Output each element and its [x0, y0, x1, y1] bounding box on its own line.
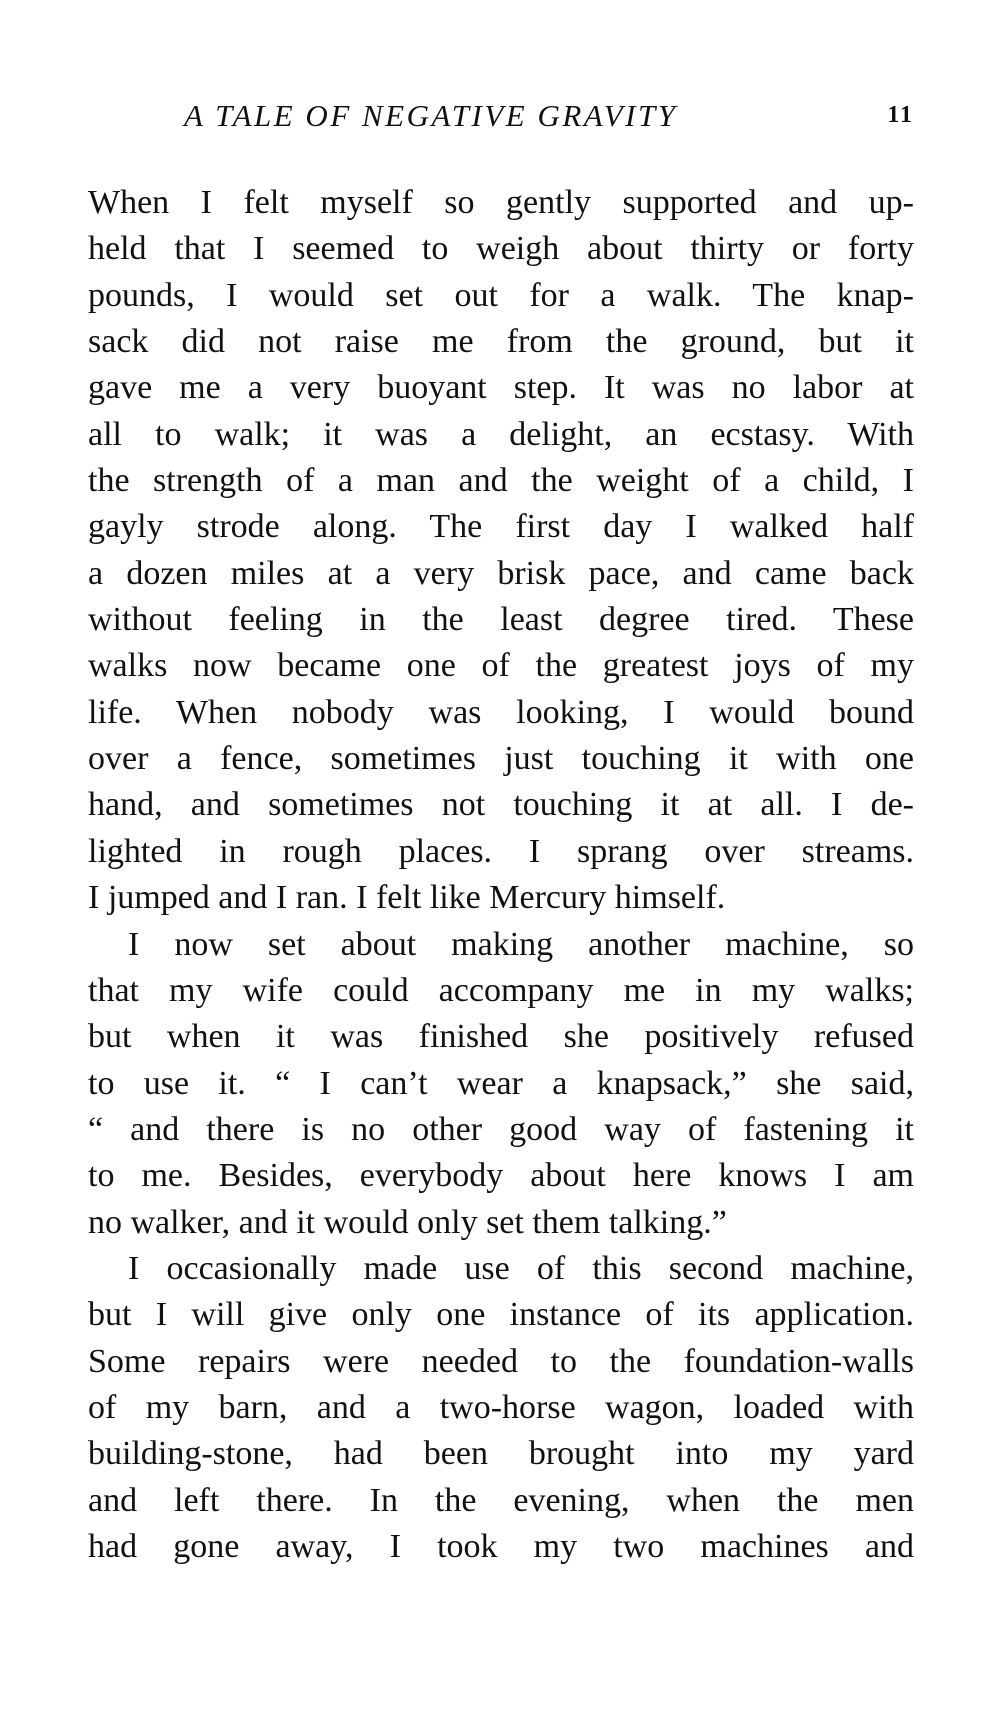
text-line: pounds, I would set out for a walk. The knap- — [88, 276, 914, 314]
text-line: to use it. “ I can’t wear a knapsack,” she said, — [88, 1064, 914, 1102]
text-line: the strength of a man and the weight of a child, I — [88, 462, 914, 500]
paragraph-3 — [88, 1246, 914, 1570]
paragraph-1 — [88, 180, 914, 922]
running-head — [88, 98, 914, 138]
text-line: held that I seemed to weigh about thirty or forty — [88, 230, 914, 268]
text-line: a dozen miles at a very brisk pace, and came back — [88, 554, 914, 592]
text-line: hand, and sometimes not touching it at all. I de- — [88, 786, 914, 824]
text-line: I now set about making another machine, so — [128, 925, 914, 963]
text-line: lighted in rough places. I sprang over streams. — [88, 832, 914, 870]
text-line: without feeling in the least degree tired. These — [88, 601, 914, 639]
text-line: of my barn, and a two-horse wagon, loaded with — [88, 1388, 914, 1426]
text-line: “ and there is no other good way of fastening it — [88, 1110, 914, 1148]
text-line: Some repairs were needed to the foundation-walls — [88, 1342, 914, 1380]
text-line: over a fence, sometimes just touching it with one — [88, 740, 914, 778]
text-line: all to walk; it was a delight, an ecstasy. With — [88, 415, 914, 453]
page-number: 11 — [887, 102, 914, 128]
text-line: I occasionally made use of this second machine, — [128, 1249, 914, 1287]
text-line: When I felt myself so gently supported and up- — [88, 184, 914, 221]
text-line: life. When nobody was looking, I would bound — [88, 693, 914, 731]
text-line: had gone away, I took my two machines and — [88, 1527, 914, 1565]
text-line: gayly strode along. The first day I walked half — [88, 508, 914, 546]
text-line: sack did not raise me from the ground, but it — [88, 323, 914, 361]
text-line: but I will give only one instance of its application. — [88, 1296, 914, 1334]
text-line: gave me a very buoyant step. It was no labor at — [88, 369, 914, 407]
text-line: walks now became one of the greatest joys of my — [88, 647, 914, 685]
text-line: to me. Besides, everybody about here knows I am — [88, 1157, 914, 1195]
body-text — [88, 180, 914, 1570]
paragraph-2 — [88, 922, 914, 1246]
text-line: I jumped and I ran. I felt like Mercury himself. — [88, 879, 726, 917]
text-line: but when it was finished she positively refused — [88, 1018, 914, 1056]
running-title: A TALE OF NEGATIVE GRAVITY — [184, 98, 678, 133]
text-line: that my wife could accompany me in my walks; — [88, 971, 914, 1009]
text-line: no walker, and it would only set them talking.” — [88, 1203, 727, 1241]
text-line: and left there. In the evening, when the men — [88, 1481, 914, 1519]
text-line: building-stone, had been brought into my yard — [88, 1435, 914, 1473]
